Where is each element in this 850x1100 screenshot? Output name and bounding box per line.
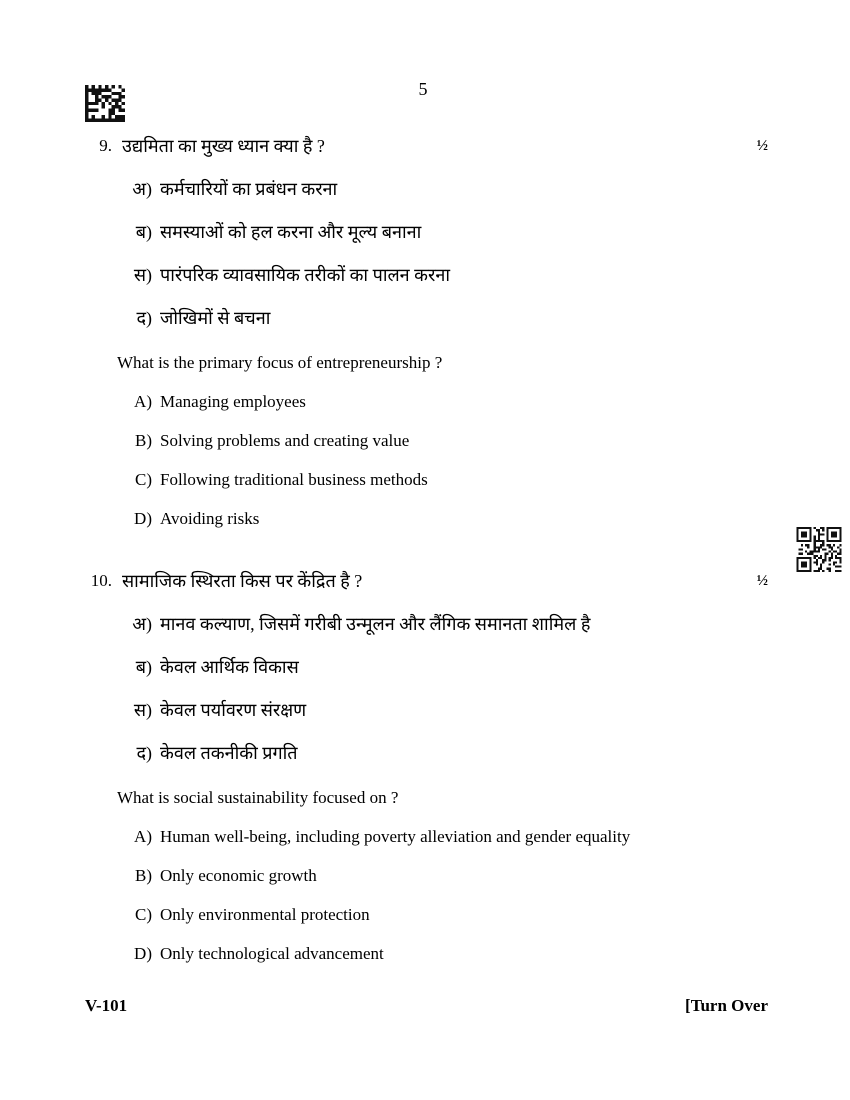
option-text: केवल तकनीकी प्रगति xyxy=(160,743,298,763)
question-9-text-hindi: उद्यमिता का मुख्य ध्यान क्या है ? xyxy=(122,136,325,156)
question-10-option-c-english xyxy=(132,904,768,926)
option-text: Only technological advancement xyxy=(160,944,384,963)
option-label: द) xyxy=(136,308,152,328)
option-label: ब) xyxy=(135,222,152,242)
option-label: ब) xyxy=(135,657,152,677)
turn-over-label: [Turn Over xyxy=(685,996,768,1015)
option-label: C) xyxy=(135,905,152,924)
option-label: स) xyxy=(133,265,152,285)
question-10-option-c-hindi xyxy=(132,699,768,721)
qr-code-icon xyxy=(795,527,843,572)
question-10-text-english: What is social sustainability focused on ? xyxy=(117,788,399,807)
option-label: अ) xyxy=(132,614,152,634)
option-text: जोखिमों से बचना xyxy=(160,308,271,328)
option-text: Only environmental protection xyxy=(160,905,370,924)
option-label: C) xyxy=(135,470,152,489)
question-9-marks-badge: ½ xyxy=(756,138,768,154)
question-9-option-d-english xyxy=(132,508,768,530)
question-9-option-a-english xyxy=(132,391,768,413)
question-9-option-d-hindi xyxy=(132,307,768,329)
question-10-text-hindi: सामाजिक स्थिरता किस पर केंद्रित है ? xyxy=(122,571,363,591)
question-9-option-b-english xyxy=(132,430,768,452)
question-10-heading xyxy=(85,570,768,592)
question-10-marks-badge: ½ xyxy=(756,573,768,589)
question-10-option-b-hindi xyxy=(132,656,768,678)
option-label: B) xyxy=(135,866,152,885)
option-text: पारंपरिक व्यावसायिक तरीकों का पालन करना xyxy=(160,265,451,285)
question-9-option-b-hindi xyxy=(132,221,768,243)
question-10-number: 10. xyxy=(90,571,112,590)
option-label: अ) xyxy=(132,179,152,199)
option-text: मानव कल्याण, जिसमें गरीबी उन्मूलन और लैंगिक समानता शामिल है xyxy=(160,614,591,634)
question-10-option-a-hindi xyxy=(132,613,768,635)
option-text: Managing employees xyxy=(160,392,306,411)
paper-code: V-101 xyxy=(85,996,128,1015)
option-text: Only economic growth xyxy=(160,866,317,885)
option-label: B) xyxy=(135,431,152,450)
option-text: कर्मचारियों का प्रबंधन करना xyxy=(160,179,338,199)
question-10-option-d-hindi xyxy=(132,742,768,764)
option-text: केवल पर्यावरण संरक्षण xyxy=(160,700,307,720)
question-9-option-c-hindi xyxy=(132,264,768,286)
question-10-option-a-english xyxy=(132,826,768,848)
option-label: A) xyxy=(134,827,152,846)
option-label: स) xyxy=(133,700,152,720)
question-9-heading xyxy=(85,135,768,157)
option-label: D) xyxy=(134,509,152,528)
question-9-option-c-english xyxy=(132,469,768,491)
option-label: D) xyxy=(134,944,152,963)
question-9-text-english: What is the primary focus of entrepreneurship ? xyxy=(117,353,443,372)
option-text: Avoiding risks xyxy=(160,509,260,528)
option-text: Solving problems and creating value xyxy=(160,431,410,450)
question-9-option-a-hindi xyxy=(132,178,768,200)
option-label: A) xyxy=(134,392,152,411)
page-number: 5 xyxy=(418,79,428,99)
option-text: समस्याओं को हल करना और मूल्य बनाना xyxy=(160,222,422,242)
option-text: Following traditional business methods xyxy=(160,470,428,489)
question-9 xyxy=(85,135,768,530)
question-10 xyxy=(85,570,768,965)
option-label: द) xyxy=(136,743,152,763)
option-text: Human well-being, including poverty alleviation and gender equality xyxy=(160,827,631,846)
question-10-option-b-english xyxy=(132,865,768,887)
option-text: केवल आर्थिक विकास xyxy=(160,657,299,677)
question-9-number: 9. xyxy=(99,136,112,155)
question-10-option-d-english xyxy=(132,943,768,965)
